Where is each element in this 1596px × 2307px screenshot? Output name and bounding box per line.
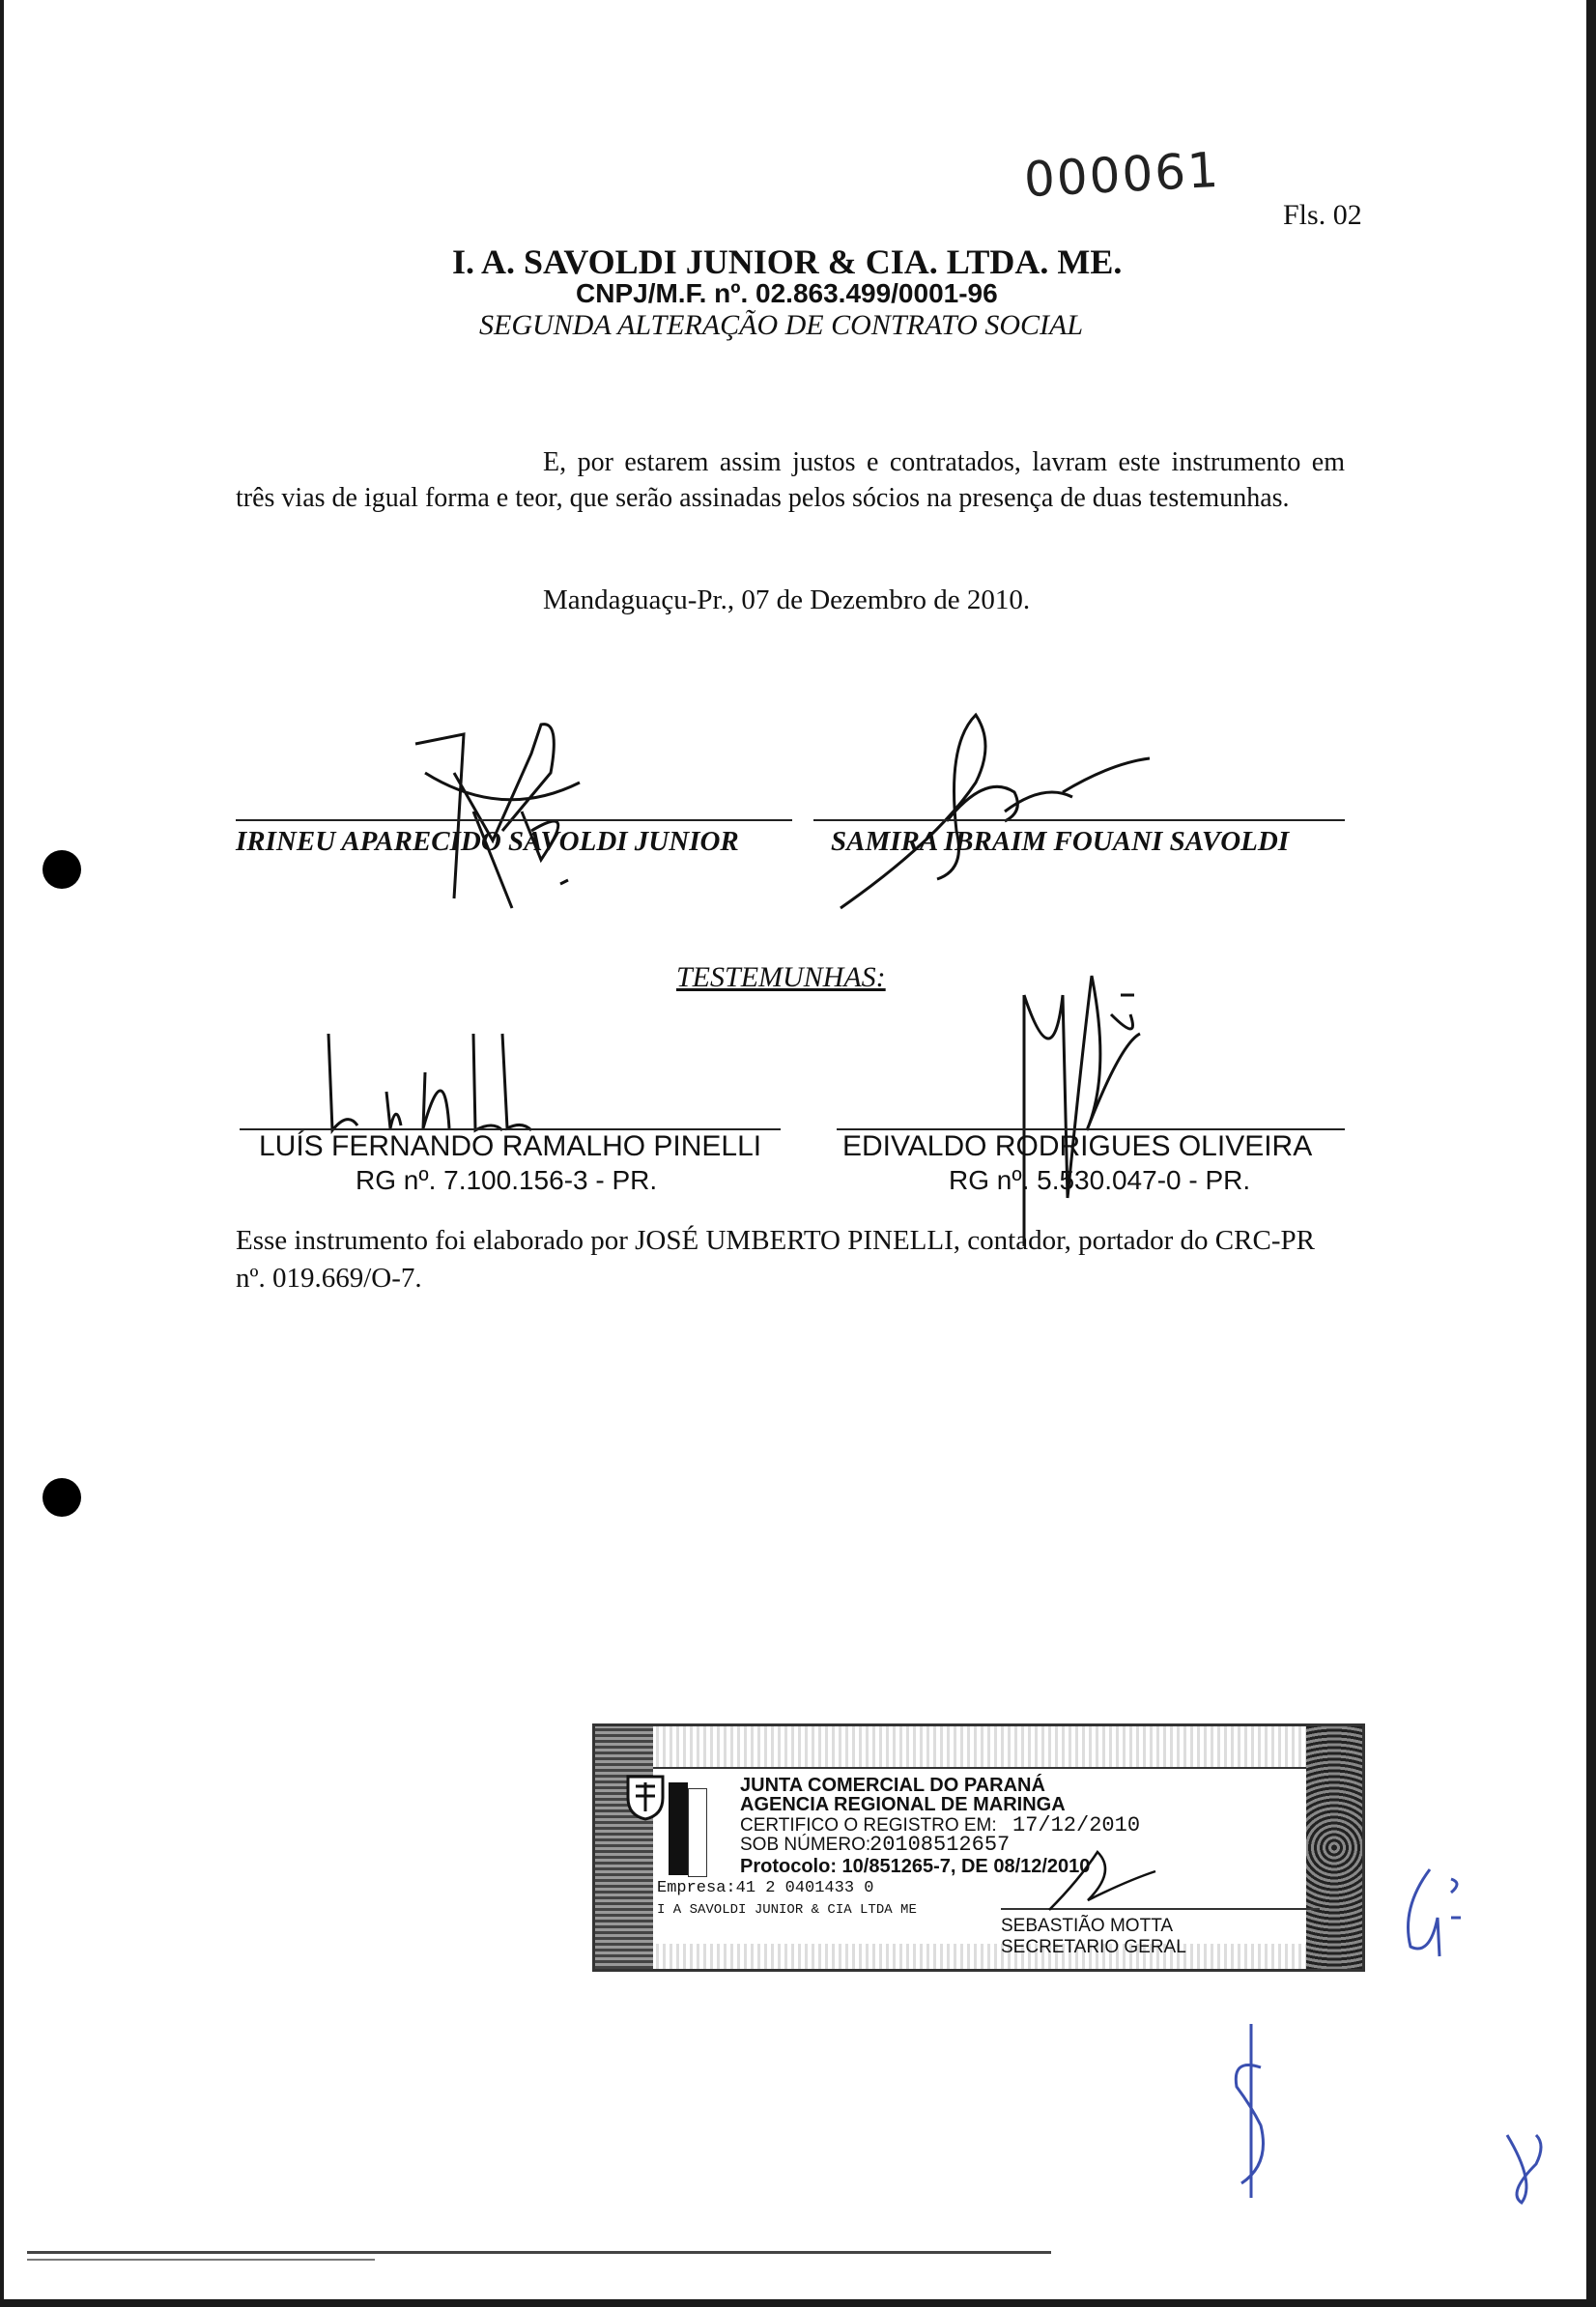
coat-of-arms-icon: [624, 1773, 667, 1821]
signature-samira: [821, 705, 1150, 927]
punch-hole: [43, 850, 81, 889]
stamp-number: 20108512657: [869, 1833, 1011, 1857]
signature-luis: [309, 1014, 541, 1140]
witness-name: EDIVALDO RODRIGUES OLIVEIRA: [842, 1130, 1313, 1162]
serial-number: 000061: [1022, 141, 1222, 209]
margin-mark: [1497, 2125, 1555, 2212]
stamp-seal: [1306, 1726, 1362, 1969]
signature-line: [236, 819, 792, 821]
witness-rg: RG nº. 5.530.047-0 - PR.: [949, 1165, 1251, 1195]
document-title: SEGUNDA ALTERAÇÃO DE CONTRATO SOCIAL: [479, 309, 1084, 341]
registry-stamp: [592, 1723, 1365, 1972]
punch-hole: [43, 1478, 81, 1517]
stamp-signer-name: SEBASTIÃO MOTTA: [1001, 1916, 1174, 1936]
partner-name: IRINEU APARECIDO SAVOLDI JUNIOR: [236, 826, 739, 857]
stamp-protocol: Protocolo: 10/851265-7, DE 08/12/2010: [740, 1856, 1091, 1877]
stamp-bar: [669, 1782, 688, 1875]
folio-number: Fls. 02: [1283, 199, 1362, 231]
closing-paragraph: E, por estarem assim justos e contratados, lavram este instrumento em três vias de igual forma e teor, que serão assinadas pelos sócios na presença de duas testemunhas.: [236, 447, 1345, 513]
stamp-line-2: AGENCIA REGIONAL DE MARINGA: [740, 1794, 1066, 1815]
margin-initial: [1391, 1860, 1478, 1966]
stamp-border-bottom: [595, 1944, 1362, 1969]
stamp-vertical-label: [688, 1788, 707, 1877]
signature-irineu: [386, 715, 618, 918]
stamp-company: I A SAVOLDI JUNIOR & CIA LTDA ME: [657, 1902, 917, 1918]
stamp-number-label: SOB NÚMERO:: [740, 1835, 871, 1855]
stamp-cert-label: CERTIFICO O REGISTRO EM:: [740, 1815, 997, 1836]
date-line: Mandaguaçu-Pr., 07 de Dezembro de 2010.: [543, 584, 1031, 615]
scan-line: [27, 2259, 375, 2261]
stamp-border-top: [595, 1726, 1362, 1769]
partner-name: SAMIRA IBRAIM FOUANI SAVOLDI: [831, 826, 1290, 857]
witness-rg: RG nº. 7.100.156-3 - PR.: [356, 1165, 658, 1195]
stamp-cert-date: 17/12/2010: [1012, 1813, 1141, 1837]
stamp-empresa: Empresa:41 2 0401433 0: [657, 1879, 874, 1897]
scan-line: [27, 2251, 1051, 2254]
witnesses-title: TESTEMUNHAS:: [676, 961, 886, 993]
stamp-signer-title: SECRETARIO GERAL: [1001, 1937, 1186, 1957]
witness-name: LUÍS FERNANDO RAMALHO PINELLI: [259, 1130, 762, 1162]
stamp-signature: [1040, 1842, 1165, 1920]
prepared-by-note: Esse instrumento foi elaborado por JOSÉ UMBERTO PINELLI, contador, portador do CRC-PR nº. 019.669/O-7.: [236, 1225, 1315, 1294]
cnpj: CNPJ/M.F. nº. 02.863.499/0001-96: [576, 278, 998, 308]
margin-rubric: [1212, 2019, 1290, 2203]
company-name: I. A. SAVOLDI JUNIOR & CIA. LTDA. ME.: [452, 242, 1123, 281]
signature-line: [813, 819, 1345, 821]
stamp-line-1: JUNTA COMERCIAL DO PARANÁ: [740, 1775, 1045, 1796]
stamp-border-left: [595, 1726, 653, 1969]
